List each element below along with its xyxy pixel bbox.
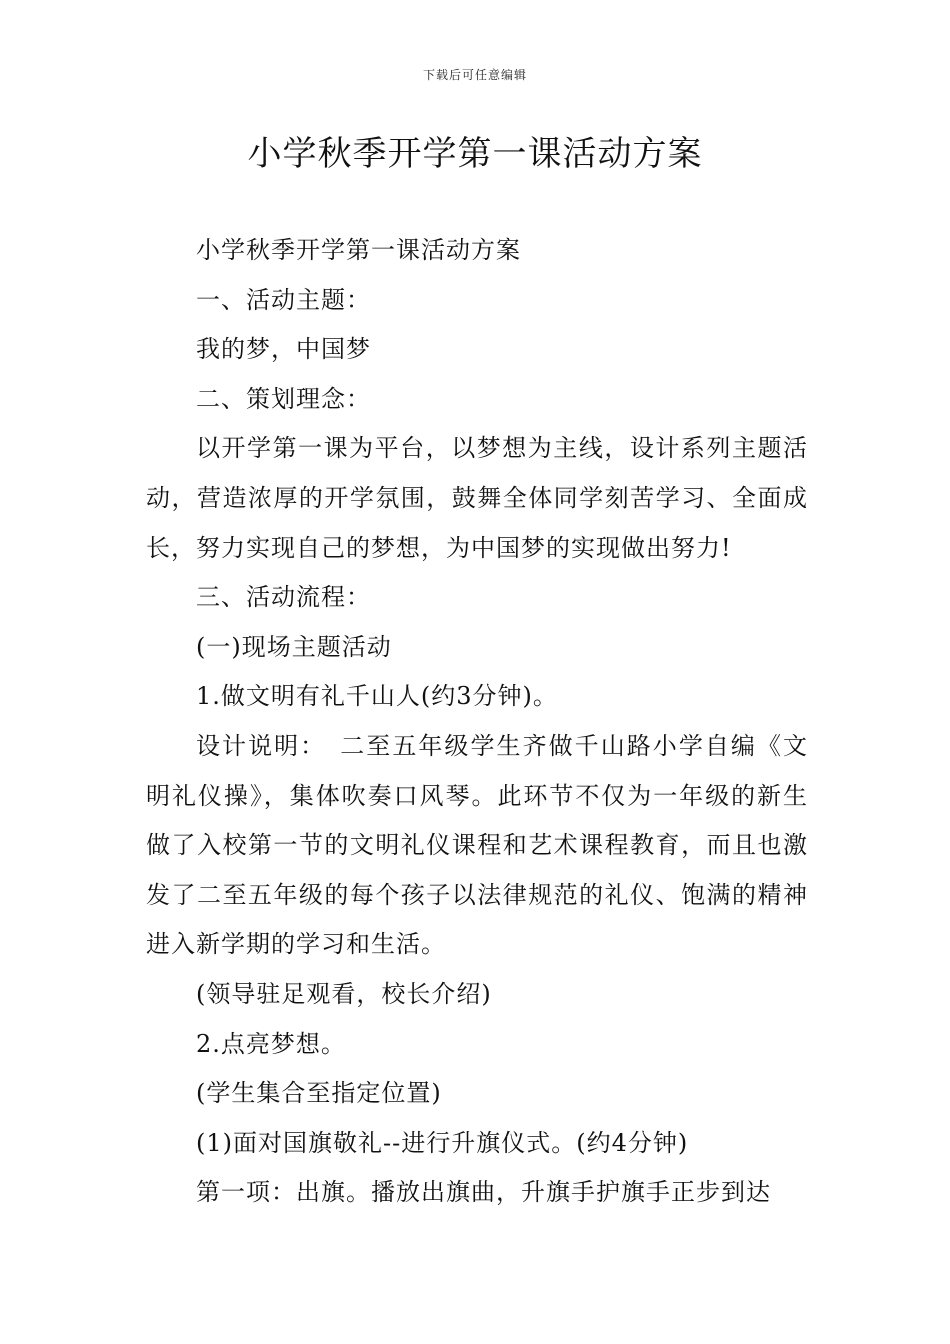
paragraph-design-note: 设计说明： 二至五年级学生齐做千山路小学自编《文明礼仪操》，集体吹奏口风琴。此环节不仅为一年级的新生做了入校第一节的文明礼仪课程和艺术课程教育，而且也激发了二至五年级的每个孩子以法律规范的礼仪、饱满的精神进入新学期的学习和生活。 — [146, 731, 808, 959]
document-title: 小学秋季开学第一课活动方案 — [247, 134, 703, 174]
paragraph-section-theme-heading: 一、活动主题： — [196, 285, 371, 314]
paragraph-theme: 我的梦，中国梦 — [196, 335, 371, 364]
document-body — [146, 226, 808, 1218]
paragraph-step-one: 第一项：出旗。播放出旗曲，升旗手护旗手正步到达 — [196, 1178, 771, 1207]
paragraph-gather-note: (学生集合至指定位置) — [196, 1079, 442, 1108]
paragraph-concept: 以开学第一课为平台，以梦想为主线，设计系列主题活动，营造浓厚的开学氛围，鼓舞全体同学刻苦学习、全面成长，努力实现自己的梦想，为中国梦的实现做出努力! — [146, 434, 808, 562]
paragraph-section-process-heading: 三、活动流程： — [196, 583, 371, 612]
paragraph-subsection-heading: (一)现场主题活动 — [196, 632, 392, 661]
paragraph-section-concept-heading: 二、策划理念： — [196, 384, 371, 413]
paragraph-flag-ceremony: (1)面对国旗敬礼--进行升旗仪式。(约4分钟) — [196, 1128, 689, 1157]
paragraph-item-1: 1.做文明有礼千山人(约3分钟)。 — [196, 682, 558, 711]
paragraph-leader-note: (领导驻足观看，校长介绍) — [196, 979, 492, 1008]
page-header-note: 下载后可任意编辑 — [422, 68, 527, 82]
paragraph-subtitle: 小学秋季开学第一课活动方案 — [196, 236, 521, 264]
paragraph-item-2: 2.点亮梦想。 — [196, 1029, 346, 1058]
